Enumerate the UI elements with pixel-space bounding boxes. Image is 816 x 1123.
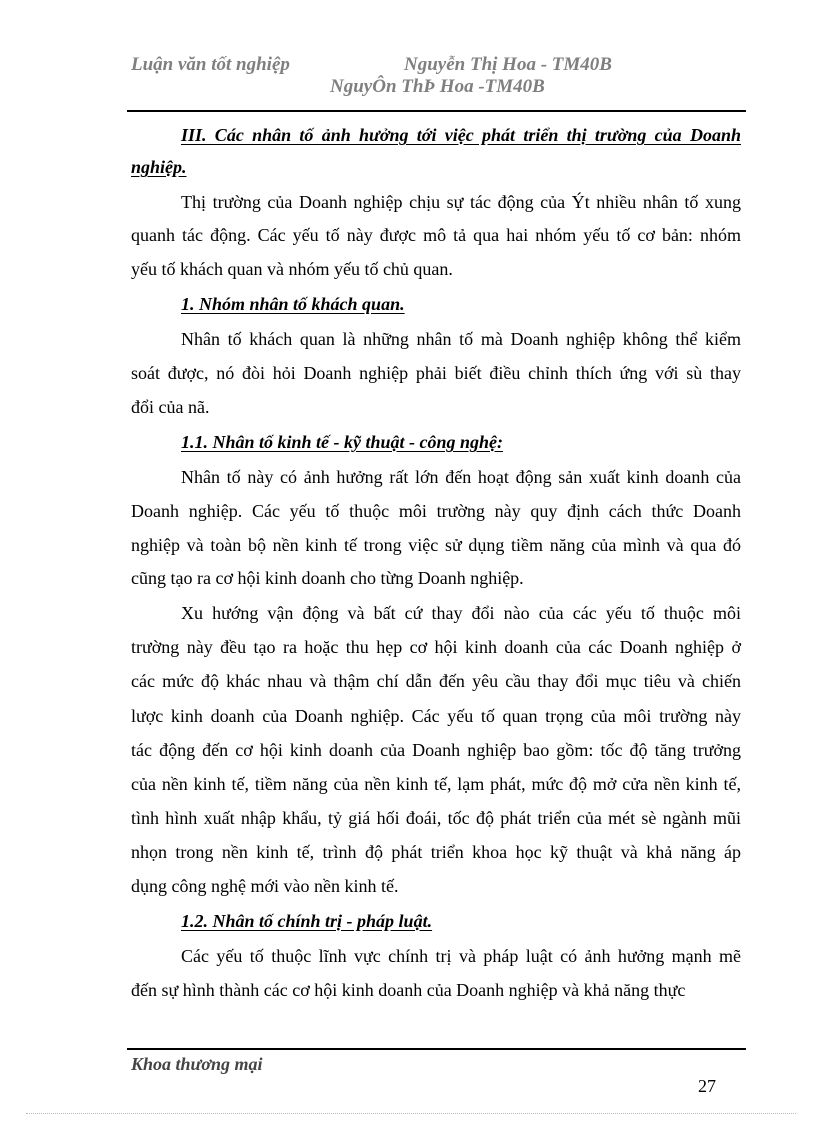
footer-left: Khoa thương mại bbox=[131, 1054, 263, 1074]
subheading: 1.2. Nhân tố chính trị - pháp luật. bbox=[181, 911, 433, 931]
paragraph-line: Doanh nghiệp. Các yếu tố thuộc môi trường này quy định cách thức Doanh bbox=[131, 501, 741, 521]
section-heading-cont: nghiệp. bbox=[131, 157, 187, 177]
paragraph-line: của nền kinh tế, tiềm năng của nền kinh tế, lạm phát, mức độ mở cửa nền kinh tế, bbox=[131, 774, 741, 794]
paragraph-line: nhọn trong nền kinh tế, trình độ phát triển khoa học kỹ thuật và khả năng áp bbox=[131, 842, 741, 862]
paragraph-line: Xu hướng vận động và bất cứ thay đổi nào của các yếu tố thuộc môi bbox=[181, 603, 741, 623]
paragraph-line: đến sự hình thành các cơ hội kinh doanh của Doanh nghiệp và khả năng thực bbox=[131, 980, 686, 1000]
footer-rule bbox=[127, 1048, 746, 1050]
section-heading: III. Các nhân tố ảnh hưởng tới việc phát triển thị trường của Doanh bbox=[181, 125, 741, 145]
header-rule bbox=[127, 110, 746, 112]
subheading: 1. Nhóm nhân tố khách quan. bbox=[181, 294, 405, 314]
paragraph-line: đổi của nã. bbox=[131, 397, 210, 417]
paragraph-line: trường này đều tạo ra hoặc thu hẹp cơ hội kinh doanh của các Doanh nghiệp ở bbox=[131, 637, 741, 657]
paragraph-line: lược kinh doanh của Doanh nghiệp. Các yếu tố quan trọng của môi trường này bbox=[131, 706, 741, 726]
paragraph-line: dụng công nghệ mới vào nền kinh tế. bbox=[131, 876, 399, 896]
paragraph-line: Các yếu tố thuộc lĩnh vực chính trị và pháp luật có ảnh hưởng mạnh mẽ bbox=[181, 946, 741, 966]
subheading: 1.1. Nhân tố kinh tế - kỹ thuật - công nghệ: bbox=[181, 432, 504, 452]
page-bottom-border bbox=[26, 1113, 796, 1114]
paragraph-line: nghiệp và toàn bộ nền kinh tế trong việc sử dụng tiềm năng của mình và qua đó bbox=[131, 535, 741, 555]
header-second: NguyÔn ThÞ Hoa -TM40B bbox=[330, 76, 545, 97]
paragraph-line: Thị trường của Doanh nghiệp chịu sự tác động của Ýt nhiều nhân tố xung bbox=[181, 192, 741, 212]
header-left: Luận văn tốt nghiệp bbox=[131, 54, 290, 75]
paragraph-line: yếu tố khách quan và nhóm yếu tố chủ quan. bbox=[131, 259, 453, 279]
paragraph-line: tình hình xuất nhập khẩu, tỷ giá hối đoái, tốc độ phát triển của mét sè ngành mũi bbox=[131, 808, 741, 828]
paragraph-line: tác động đến cơ hội kinh doanh của Doanh nghiệp bao gồm: tốc độ tăng trưởng bbox=[131, 740, 741, 760]
page-number: 27 bbox=[698, 1076, 716, 1096]
paragraph-line: các mức độ khác nhau và thậm chí dẫn đến yêu cầu thay đổi mục tiêu và chiến bbox=[131, 671, 741, 691]
paragraph-line: cũng tạo ra cơ hội kinh doanh cho từng Doanh nghiệp. bbox=[131, 568, 524, 588]
paragraph-line: soát được, nó đòi hỏi Doanh nghiệp phải biết điều chỉnh thích ứng với sù thay bbox=[131, 363, 741, 383]
paragraph-line: Nhân tố này có ảnh hưởng rất lớn đến hoạt động sản xuất kinh doanh của bbox=[181, 467, 741, 487]
header-right: Nguyễn Thị Hoa - TM40B bbox=[404, 54, 612, 75]
paragraph-line: quanh tác động. Các yếu tố này được mô tả qua hai nhóm yếu tố cơ bản: nhóm bbox=[131, 225, 741, 245]
paragraph-line: Nhân tố khách quan là những nhân tố mà Doanh nghiệp không thể kiểm bbox=[181, 329, 741, 349]
